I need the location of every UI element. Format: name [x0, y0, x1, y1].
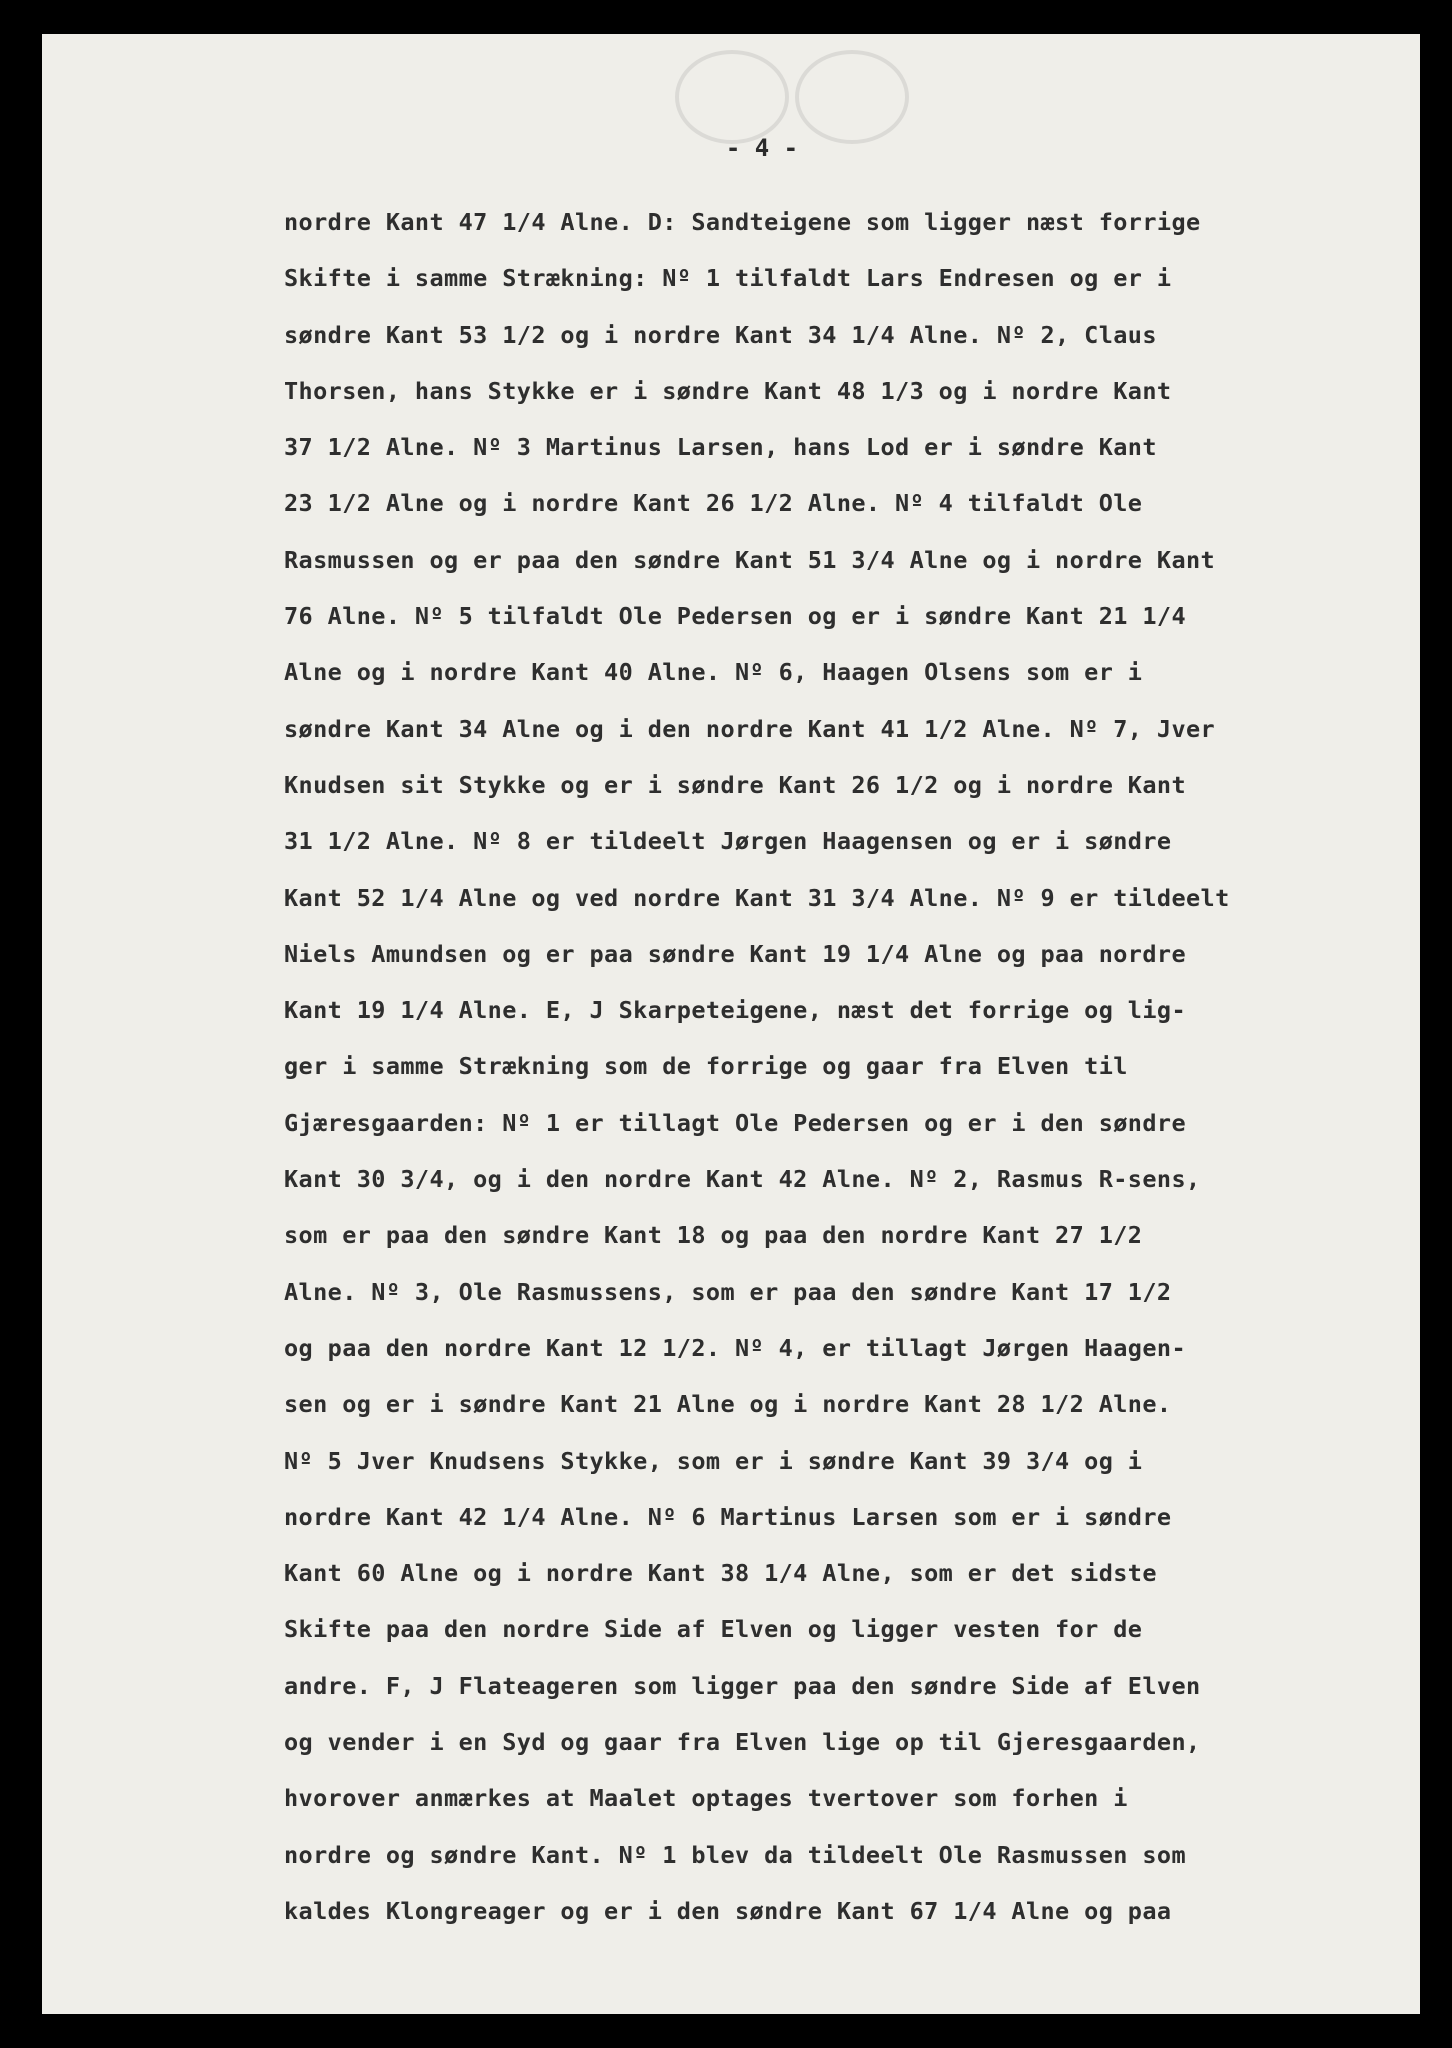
- text-line: ger i samme Strækning som de forrige og gaar fra Elven til: [284, 1052, 1128, 1081]
- text-line: 37 1/2 Alne. Nº 3 Martinus Larsen, hans Lod er i søndre Kant: [284, 433, 1157, 462]
- text-line: andre. F, J Flateageren som ligger paa den søndre Side af Elven: [284, 1671, 1201, 1700]
- text-line: og vender i en Syd og gaar fra Elven lige op til Gjeresgaarden,: [284, 1728, 1201, 1757]
- text-line: Niels Amundsen og er paa søndre Kant 19 1/4 Alne og paa nordre: [284, 939, 1186, 968]
- text-line: Kant 30 3/4, og i den nordre Kant 42 Alne. Nº 2, Rasmus R-sens,: [284, 1165, 1201, 1194]
- text-line: hvorover anmærkes at Maalet optages tvertover som forhen i: [284, 1784, 1128, 1813]
- text-line: som er paa den søndre Kant 18 og paa den nordre Kant 27 1/2: [284, 1221, 1143, 1250]
- text-line: og paa den nordre Kant 12 1/2. Nº 4, er tillagt Jørgen Haagen-: [284, 1333, 1186, 1362]
- document-page: [42, 34, 1420, 2014]
- text-line: søndre Kant 34 Alne og i den nordre Kant 41 1/2 Alne. Nº 7, Jver: [284, 714, 1216, 743]
- text-line: Rasmussen og er paa den søndre Kant 51 3/4 Alne og i nordre Kant: [284, 545, 1216, 574]
- text-line: nordre og søndre Kant. Nº 1 blev da tildeelt Ole Rasmussen som: [284, 1840, 1186, 1869]
- text-line: søndre Kant 53 1/2 og i nordre Kant 34 1/4 Alne. Nº 2, Claus: [284, 320, 1157, 349]
- text-line: Alne. Nº 3, Ole Rasmussens, som er paa den søndre Kant 17 1/2: [284, 1277, 1172, 1306]
- text-line: Alne og i nordre Kant 40 Alne. Nº 6, Haagen Olsens som er i: [284, 658, 1143, 687]
- text-line: 31 1/2 Alne. Nº 8 er tildeelt Jørgen Haagensen og er i søndre: [284, 827, 1172, 856]
- text-line: Kant 60 Alne og i nordre Kant 38 1/4 Alne, som er det sidste: [284, 1559, 1157, 1588]
- text-line: Thorsen, hans Stykke er i søndre Kant 48 1/3 og i nordre Kant: [284, 376, 1172, 405]
- text-line: 23 1/2 Alne og i nordre Kant 26 1/2 Alne. Nº 4 tilfaldt Ole: [284, 489, 1143, 518]
- text-line: Skifte i samme Strækning: Nº 1 tilfaldt Lars Endresen og er i: [284, 264, 1172, 293]
- text-line: Kant 52 1/4 Alne og ved nordre Kant 31 3/4 Alne. Nº 9 er tildeelt: [284, 883, 1230, 912]
- text-line: Skifte paa den nordre Side af Elven og ligger vesten for de: [284, 1615, 1143, 1644]
- text-line: sen og er i søndre Kant 21 Alne og i nordre Kant 28 1/2 Alne.: [284, 1390, 1172, 1419]
- typed-text-body: [284, 194, 1404, 1939]
- text-line: Nº 5 Jver Knudsens Stykke, som er i søndre Kant 39 3/4 og i: [284, 1446, 1143, 1475]
- text-line: Gjæresgaarden: Nº 1 er tillagt Ole Pedersen og er i den søndre: [284, 1108, 1186, 1137]
- text-line: 76 Alne. Nº 5 tilfaldt Ole Pedersen og er i søndre Kant 21 1/4: [284, 602, 1186, 631]
- text-line: kaldes Klongreager og er i den søndre Kant 67 1/4 Alne og paa: [284, 1896, 1172, 1925]
- text-line: nordre Kant 47 1/4 Alne. D: Sandteigene som ligger næst forrige: [284, 208, 1201, 236]
- text-line: Knudsen sit Stykke og er i søndre Kant 26 1/2 og i nordre Kant: [284, 770, 1186, 799]
- text-line: nordre Kant 42 1/4 Alne. Nº 6 Martinus Larsen som er i søndre: [284, 1502, 1172, 1531]
- page-number: - 4 -: [725, 134, 799, 162]
- text-line: Kant 19 1/4 Alne. E, J Skarpeteigene, næst det forrige og lig-: [284, 996, 1186, 1025]
